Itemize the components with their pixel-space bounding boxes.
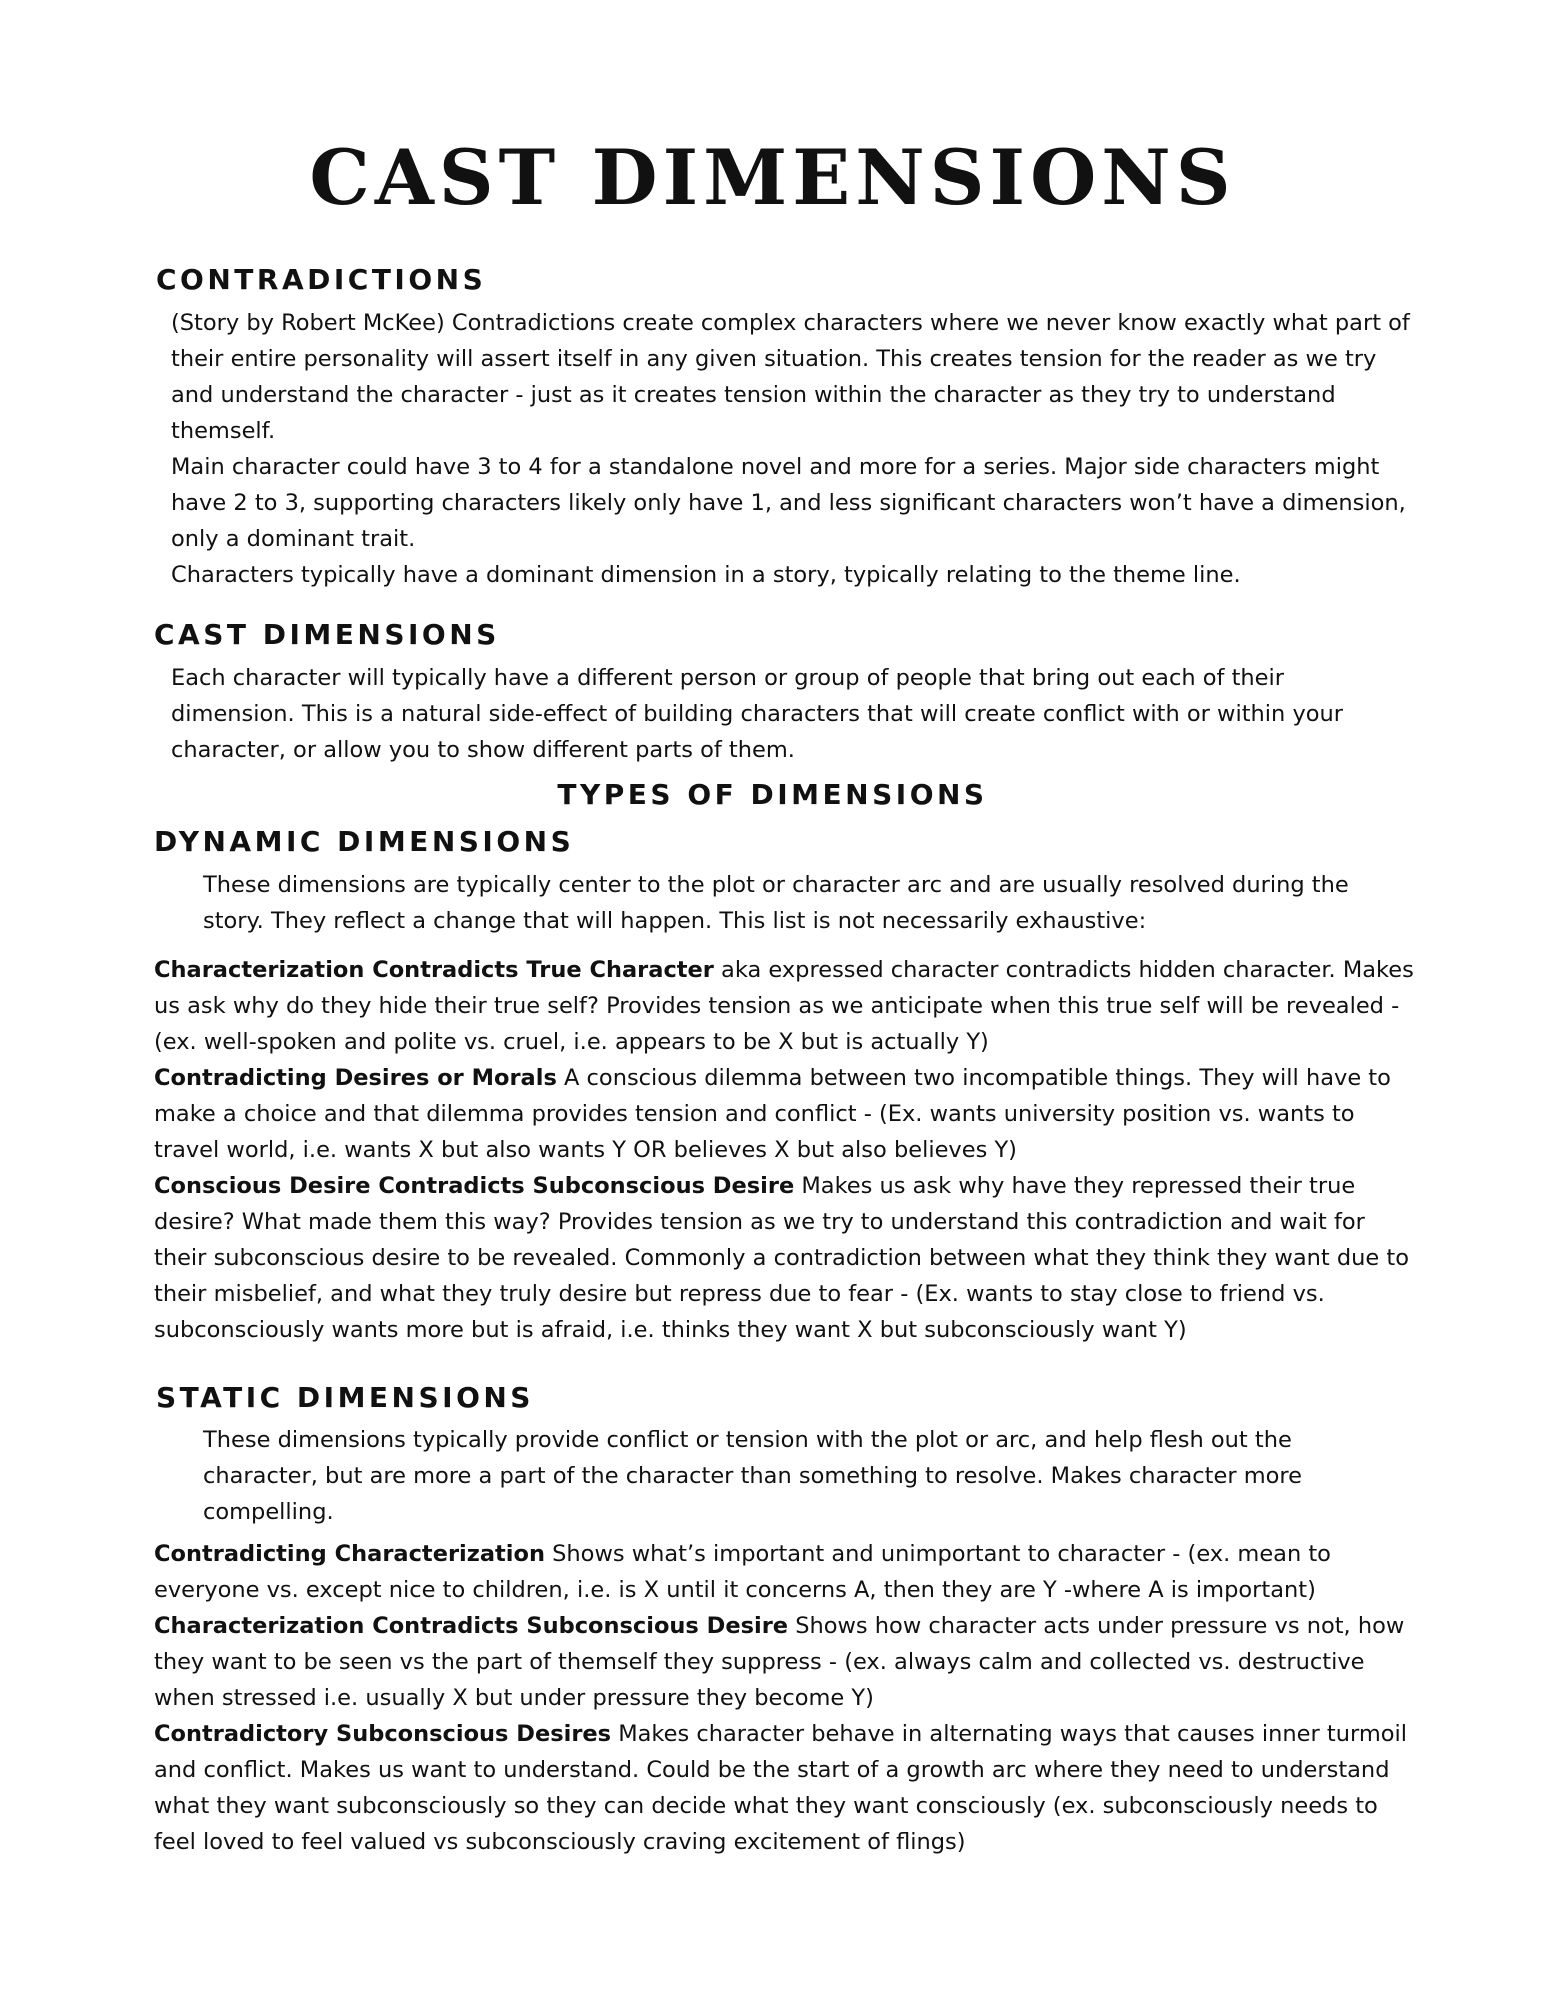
contradictions-paragraph: Characters typically have a dominant dimension in a story, typically relating to the theme line.: [171, 562, 1241, 588]
dimension-description: Makes character behave in alternating ways that causes inner turmoil and conflict. Makes us want to understand. Could be the start of a growth arc where they need to understand what they want subconsciously so they can decide what they want consciously (ex. subconsciously needs to feel loved to feel valued vs subconsciously craving excitement of flings): [154, 1721, 1408, 1855]
list-item: [154, 952, 1414, 1060]
contradictions-body: [171, 305, 1411, 593]
dimension-term: Characterization Contradicts True Character: [154, 957, 714, 983]
dimension-description: Shows what’s important and unimportant to character - (ex. mean to everyone vs. except nice to children, i.e. is X until it concerns A, then they are Y -where A is important): [154, 1541, 1331, 1603]
static-list: [154, 1536, 1414, 1860]
dimension-description: Makes us ask why have they repressed their true desire? What made them this way? Provides tension as we try to understand this contradiction and wait for their subconscious desire to be revealed. Commonly a contradiction between what they think they want due to their misbelief, and what they truly desire but repress due to fear - (Ex. wants to stay close to friend vs. subconsciously wants more but is afraid, i.e. thinks they want X but subconsciously want Y): [154, 1173, 1409, 1343]
dynamic-dimensions-heading: DYNAMIC DIMENSIONS: [154, 825, 575, 858]
dimension-description: A conscious dilemma between two incompatible things. They will have to make a choice and that dilemma provides tension and conflict - (Ex. wants university position vs. wants to travel world, i.e. wants X but also wants Y OR believes X but also believes Y): [154, 1065, 1391, 1163]
list-item: [154, 1536, 1414, 1608]
list-item: [154, 1716, 1414, 1860]
dimension-term: Conscious Desire Contradicts Subconscious Desire: [154, 1173, 795, 1199]
dynamic-list: [154, 952, 1414, 1348]
dimension-term: Characterization Contradicts Subconscious Desire: [154, 1613, 789, 1639]
dimension-description: Shows how character acts under pressure vs not, how they want to be seen vs the part of themself they suppress - (ex. always calm and collected vs. destructive when stressed i.e. usually X but under pressure they become Y): [154, 1613, 1405, 1711]
list-item: [154, 1608, 1414, 1716]
dimension-term: Contradictory Subconscious Desires: [154, 1721, 612, 1747]
cast-dimensions-body: [171, 660, 1411, 768]
list-item: [154, 1168, 1414, 1348]
dimension-description: aka expressed character contradicts hidden character. Makes us ask why do they hide their true self? Provides tension as we anticipate when this true self will be revealed - (ex. well-spoken and polite vs. cruel, i.e. appears to be X but is actually Y): [154, 957, 1414, 1055]
dimension-term: Contradicting Characterization: [154, 1541, 545, 1567]
cast-dimensions-heading: CAST DIMENSIONS: [154, 618, 500, 651]
dynamic-intro-text: These dimensions are typically center to the plot or character arc and are usually resolved during the story. They reflect a change that will happen. This list is not necessarily exhaustive:: [203, 872, 1349, 934]
types-of-dimensions-heading: TYPES OF DIMENSIONS: [557, 778, 988, 811]
cast-dimensions-paragraph: Each character will typically have a different person or group of people that bring out each of their dimension. This is a natural side-effect of building characters that will create conflict with or within your character, or allow you to show different parts of them.: [171, 665, 1344, 763]
page-title: CAST DIMENSIONS: [309, 133, 1236, 222]
static-dimensions-heading: STATIC DIMENSIONS: [156, 1381, 534, 1414]
static-intro: [203, 1422, 1378, 1530]
dimension-term: Contradicting Desires or Morals: [154, 1065, 557, 1091]
contradictions-paragraph: (Story by Robert McKee) Contradictions create complex characters where we never know exactly what part of their entire personality will assert itself in any given situation. This creates tension for the reader as we try and understand the character - just as it creates tension within the character as they try to understand themself.: [171, 310, 1410, 444]
list-item: [154, 1060, 1414, 1168]
contradictions-paragraph: Main character could have 3 to 4 for a standalone novel and more for a series. Major side characters might have 2 to 3, supporting characters likely only have 1, and less significant characters won’t have a dimension, only a dominant trait.: [171, 454, 1406, 552]
static-intro-text: These dimensions typically provide conflict or tension with the plot or arc, and help flesh out the character, but are more a part of the character than something to resolve. Makes character more compelling.: [203, 1427, 1303, 1525]
contradictions-heading: CONTRADICTIONS: [156, 263, 487, 296]
dynamic-intro: [203, 867, 1378, 939]
